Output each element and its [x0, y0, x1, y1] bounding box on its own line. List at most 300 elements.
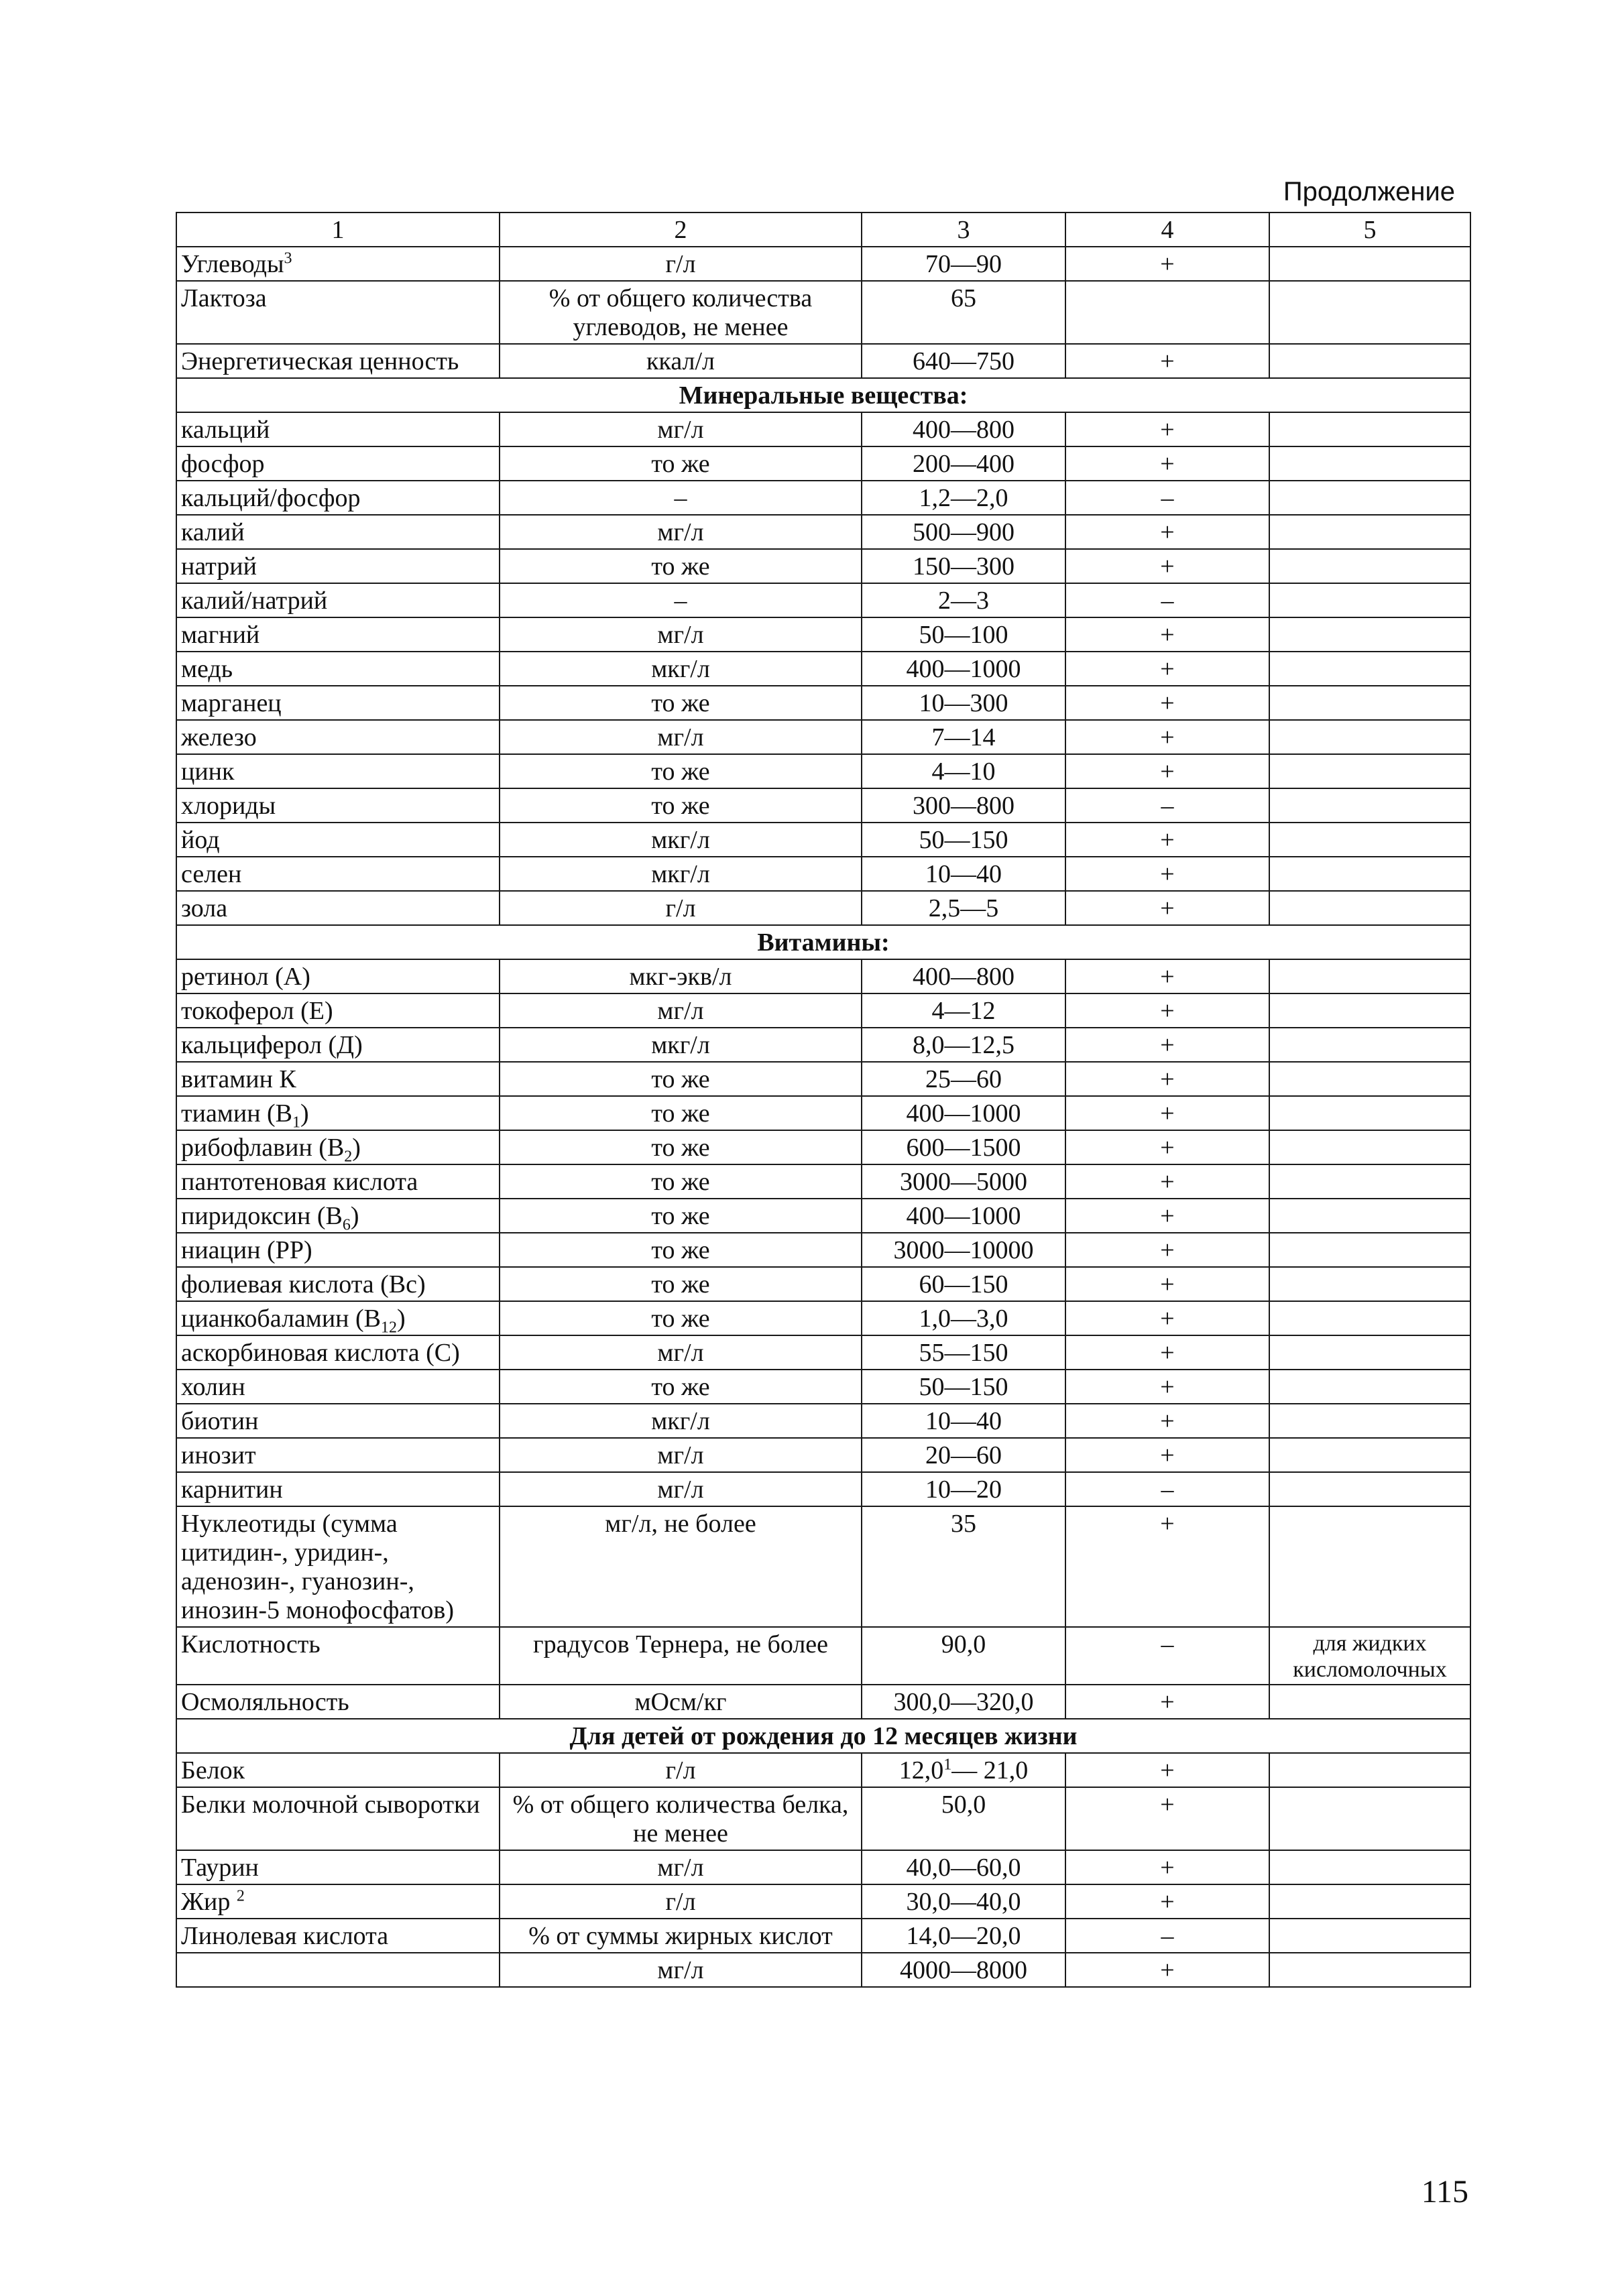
table-row	[176, 481, 1470, 515]
indicator-name-cell	[176, 823, 500, 857]
table-row	[176, 1506, 1470, 1627]
note-cell	[1269, 1472, 1470, 1506]
control-mark-cell: +	[1065, 891, 1269, 925]
indicator-name: кальциферол (Д)	[181, 1031, 363, 1059]
table-row	[176, 788, 1470, 823]
note-cell	[1269, 686, 1470, 720]
control-mark-cell: +	[1065, 1850, 1269, 1884]
note-cell	[1269, 1062, 1470, 1096]
unit-cell: % от суммы жирных кислот	[500, 1919, 862, 1953]
indicator-name: магний	[181, 621, 260, 649]
indicator-name-cell	[176, 515, 500, 549]
norm-value-cell: 65	[862, 281, 1065, 344]
norm-value-cell: 50—150	[862, 1370, 1065, 1404]
mineral-rows	[176, 412, 1470, 925]
norm-value-cell: 1,0—3,0	[862, 1301, 1065, 1335]
note-cell	[1269, 891, 1470, 925]
unit-cell: –	[500, 583, 862, 617]
footnote-marker: 2	[236, 1887, 245, 1905]
indicator-name: натрий	[181, 552, 257, 581]
norm-value-cell: 640—750	[862, 344, 1065, 378]
unit-cell: –	[500, 481, 862, 515]
indicator-name: кальций/фосфор	[181, 484, 361, 512]
table-row	[176, 446, 1470, 481]
control-mark-cell: +	[1065, 247, 1269, 281]
note-cell	[1269, 1130, 1470, 1164]
indicator-name: инозит	[181, 1441, 256, 1469]
table-row	[176, 617, 1470, 652]
vitamins-section	[176, 925, 1470, 959]
unit-cell: то же	[500, 788, 862, 823]
indicator-name-cell	[176, 754, 500, 788]
note-cell	[1269, 823, 1470, 857]
indicator-name-cell	[176, 1472, 500, 1506]
indicator-name-end: )	[397, 1305, 406, 1333]
control-mark-cell: +	[1065, 1404, 1269, 1438]
indicator-name-end: )	[300, 1099, 309, 1128]
indicator-name: Белок	[181, 1756, 245, 1785]
unit-cell: мг/л, не более	[500, 1506, 862, 1627]
indicator-name: калий/натрий	[181, 587, 328, 615]
control-mark-cell: +	[1065, 446, 1269, 481]
note-cell	[1269, 1370, 1470, 1404]
control-mark-cell: +	[1065, 1685, 1269, 1719]
control-mark-cell: +	[1065, 857, 1269, 891]
unit-cell: то же	[500, 1096, 862, 1130]
note-cell	[1269, 1301, 1470, 1335]
control-mark-cell: +	[1065, 1028, 1269, 1062]
note-cell	[1269, 1506, 1470, 1627]
table-row	[176, 686, 1470, 720]
indicator-name-cell	[176, 1627, 500, 1685]
indicator-name: Таурин	[181, 1854, 259, 1882]
note-cell	[1269, 1685, 1470, 1719]
note-cell	[1269, 1233, 1470, 1267]
norm-value-cell: 400—1000	[862, 1096, 1065, 1130]
indicator-name: железо	[181, 723, 257, 751]
norm-value-cell: 200—400	[862, 446, 1065, 481]
indicator-name: зола	[181, 894, 228, 922]
indicator-name-end: )	[350, 1202, 359, 1230]
column-number-row	[176, 213, 1470, 247]
indicator-name-cell	[176, 1787, 500, 1850]
indicator-name: фолиевая кислота (Bc)	[181, 1270, 426, 1298]
note-cell	[1269, 1404, 1470, 1438]
norm-value-cell: 3000—10000	[862, 1233, 1065, 1267]
table-row	[176, 1199, 1470, 1233]
table-row	[176, 1472, 1470, 1506]
control-mark-cell: +	[1065, 1062, 1269, 1096]
note-cell	[1269, 281, 1470, 344]
table-row	[176, 1438, 1470, 1472]
indicator-name-cell	[176, 1301, 500, 1335]
indicator-name-cell	[176, 1164, 500, 1199]
indicator-name: ретинол (А)	[181, 963, 310, 991]
unit-cell: то же	[500, 1199, 862, 1233]
table-row	[176, 959, 1470, 993]
column-number-1: 1	[176, 213, 500, 247]
unit-cell: г/л	[500, 1753, 862, 1787]
unit-cell: мг/л	[500, 617, 862, 652]
control-mark-cell: +	[1065, 1096, 1269, 1130]
indicator-name-cell	[176, 549, 500, 583]
indicator-name: Энергетическая ценность	[181, 347, 459, 375]
indicator-name: Кислотность	[181, 1630, 321, 1658]
norm-value-cell: 500—900	[862, 515, 1065, 549]
unit-cell: мкг/л	[500, 1028, 862, 1062]
indicator-name: Углеводы	[181, 250, 284, 278]
unit-cell: градусов Тернера, не более	[500, 1627, 862, 1685]
norm-value-cell: 2—3	[862, 583, 1065, 617]
note-cell	[1269, 1096, 1470, 1130]
unit-cell: мкг/л	[500, 823, 862, 857]
unit-cell: то же	[500, 1130, 862, 1164]
note-cell	[1269, 959, 1470, 993]
table-row	[176, 281, 1470, 344]
control-mark-cell: –	[1065, 481, 1269, 515]
indicator-name: Жир	[181, 1888, 237, 1916]
indicator-name-cell	[176, 344, 500, 378]
footnote-marker: 3	[284, 249, 292, 267]
unit-cell: ккал/л	[500, 344, 862, 378]
control-mark-cell: –	[1065, 1627, 1269, 1685]
control-mark-cell: +	[1065, 1267, 1269, 1301]
control-mark-cell: +	[1065, 1370, 1269, 1404]
unit-cell: то же	[500, 1164, 862, 1199]
indicator-name: Лактоза	[181, 284, 267, 312]
indicator-name-cell	[176, 788, 500, 823]
indicator-name: тиамин (B	[181, 1099, 293, 1128]
indicator-name-cell	[176, 481, 500, 515]
norm-value-cell: 10—40	[862, 857, 1065, 891]
unit-cell: мг/л	[500, 720, 862, 754]
indicator-name-cell	[176, 583, 500, 617]
page-number: 115	[1421, 2174, 1468, 2210]
table-row	[176, 344, 1470, 378]
indicator-name-cell	[176, 1685, 500, 1719]
note-cell	[1269, 549, 1470, 583]
unit-cell: % от общего количества углеводов, не менее	[500, 281, 862, 344]
control-mark-cell	[1065, 281, 1269, 344]
indicator-name-cell	[176, 959, 500, 993]
table-row	[176, 583, 1470, 617]
norm-value-cell: 20—60	[862, 1438, 1065, 1472]
control-mark-cell: +	[1065, 959, 1269, 993]
indicator-name: калий	[181, 518, 245, 546]
unit-cell: мг/л	[500, 1472, 862, 1506]
indicator-name: пантотеновая кислота	[181, 1168, 418, 1196]
control-mark-cell: –	[1065, 1919, 1269, 1953]
unit-cell: то же	[500, 446, 862, 481]
indicator-name-cell	[176, 891, 500, 925]
indicator-name-cell	[176, 1506, 500, 1627]
indicator-name: Осмоляльность	[181, 1688, 349, 1716]
indicator-name-cell	[176, 617, 500, 652]
indicator-name-cell	[176, 1884, 500, 1919]
indicator-name-cell	[176, 1370, 500, 1404]
indicator-name-cell	[176, 993, 500, 1028]
minerals-section	[176, 378, 1470, 412]
indicator-name: марганец	[181, 689, 282, 717]
norm-value-cell: 2,5—5	[862, 891, 1065, 925]
table-row	[176, 1787, 1470, 1850]
table-row	[176, 754, 1470, 788]
note-cell	[1269, 1919, 1470, 1953]
indicator-name-cell	[176, 1919, 500, 1953]
control-mark-cell: –	[1065, 583, 1269, 617]
vitamin-rows	[176, 959, 1470, 1719]
unit-cell: мОсм/кг	[500, 1685, 862, 1719]
note-cell	[1269, 1884, 1470, 1919]
norm-value-cell: 40,0—60,0	[862, 1850, 1065, 1884]
section-heading-infants: Для детей от рождения до 12 месяцев жизни	[176, 1719, 1470, 1753]
norm-value-cell: 10—300	[862, 686, 1065, 720]
note-cell	[1269, 720, 1470, 754]
norm-value-cell: 90,0	[862, 1627, 1065, 1685]
note-cell	[1269, 247, 1470, 281]
unit-cell: мкг/л	[500, 857, 862, 891]
table-row	[176, 1919, 1470, 1953]
unit-cell: мкг/л	[500, 1404, 862, 1438]
table-row	[176, 1233, 1470, 1267]
indicator-name: йод	[181, 826, 220, 854]
table-row	[176, 549, 1470, 583]
infants-section	[176, 1719, 1470, 1753]
note-cell	[1269, 1850, 1470, 1884]
norm-value-cell: 8,0—12,5	[862, 1028, 1065, 1062]
indicator-name-cell	[176, 446, 500, 481]
norm-value-cell: 50—100	[862, 617, 1065, 652]
indicator-name-cell	[176, 1096, 500, 1130]
norm-value-cell: 7—14	[862, 720, 1065, 754]
indicator-name: токоферол (Е)	[181, 997, 333, 1025]
norm-value-cell: 1,2—2,0	[862, 481, 1065, 515]
indicator-name: селен	[181, 860, 242, 888]
note-cell	[1269, 446, 1470, 481]
note-cell	[1269, 1164, 1470, 1199]
norm-value-cell: 400—1000	[862, 652, 1065, 686]
subscript: 1	[292, 1113, 301, 1130]
column-number-2: 2	[500, 213, 862, 247]
control-mark-cell: +	[1065, 1233, 1269, 1267]
unit-cell: мкг-экв/л	[500, 959, 862, 993]
note-cell	[1269, 857, 1470, 891]
indicator-name: биотин	[181, 1407, 259, 1435]
indicator-name: Линолевая кислота	[181, 1922, 389, 1950]
indicator-name: цинк	[181, 758, 235, 786]
infant-rows	[176, 1753, 1470, 1987]
control-mark-cell: +	[1065, 1130, 1269, 1164]
table-row	[176, 1028, 1470, 1062]
note-cell	[1269, 1787, 1470, 1850]
note-cell	[1269, 1753, 1470, 1787]
norm-value-cell: 60—150	[862, 1267, 1065, 1301]
table-row	[176, 1370, 1470, 1404]
table-row	[176, 1884, 1470, 1919]
norm-value-end: — 21,0	[951, 1756, 1029, 1785]
note-cell	[1269, 652, 1470, 686]
indicator-name-cell	[176, 1028, 500, 1062]
norm-value-cell: 50,0	[862, 1787, 1065, 1850]
note-cell	[1269, 412, 1470, 446]
column-number-3: 3	[862, 213, 1065, 247]
indicator-name-cell	[176, 1062, 500, 1096]
control-mark-cell: +	[1065, 344, 1269, 378]
unit-cell: мг/л	[500, 412, 862, 446]
norm-value-cell: 35	[862, 1506, 1065, 1627]
note-cell	[1269, 617, 1470, 652]
norm-value-cell: 300,0—320,0	[862, 1685, 1065, 1719]
note-cell: для жидких кисломолочных	[1269, 1627, 1470, 1685]
subscript: 12	[381, 1319, 397, 1335]
control-mark-cell: +	[1065, 652, 1269, 686]
unit-cell: то же	[500, 1267, 862, 1301]
section-heading-minerals: Минеральные вещества:	[176, 378, 1470, 412]
indicator-name-cell	[176, 1753, 500, 1787]
control-mark-cell: –	[1065, 788, 1269, 823]
note-cell	[1269, 993, 1470, 1028]
table-row	[176, 515, 1470, 549]
control-mark-cell: +	[1065, 1199, 1269, 1233]
subscript: 2	[344, 1148, 353, 1164]
continuation-label: Продолжение	[1283, 177, 1455, 206]
unit-cell: мг/л	[500, 1850, 862, 1884]
table-row	[176, 1301, 1470, 1335]
norm-value-cell: 55—150	[862, 1335, 1065, 1370]
indicator-name-cell	[176, 1953, 500, 1987]
control-mark-cell: +	[1065, 1953, 1269, 1987]
unit-cell: то же	[500, 1370, 862, 1404]
table-row	[176, 1062, 1470, 1096]
indicator-name-cell	[176, 720, 500, 754]
section-heading-vitamins: Витамины:	[176, 925, 1470, 959]
norm-value-cell: 30,0—40,0	[862, 1884, 1065, 1919]
note-cell	[1269, 1953, 1470, 1987]
table-row	[176, 1753, 1470, 1787]
note-cell	[1269, 788, 1470, 823]
unit-cell: мкг/л	[500, 652, 862, 686]
general-rows	[176, 247, 1470, 378]
column-number-5: 5	[1269, 213, 1470, 247]
unit-cell: то же	[500, 1062, 862, 1096]
control-mark-cell: +	[1065, 617, 1269, 652]
table-row	[176, 720, 1470, 754]
table-row	[176, 652, 1470, 686]
control-mark-cell: +	[1065, 1164, 1269, 1199]
unit-cell: г/л	[500, 247, 862, 281]
table-row	[176, 1953, 1470, 1987]
control-mark-cell: +	[1065, 412, 1269, 446]
note-cell	[1269, 1335, 1470, 1370]
table-row	[176, 1627, 1470, 1685]
indicator-name-end: )	[352, 1134, 361, 1162]
note-cell	[1269, 481, 1470, 515]
table-row	[176, 993, 1470, 1028]
table-row	[176, 247, 1470, 281]
note-cell	[1269, 515, 1470, 549]
indicator-name-cell	[176, 857, 500, 891]
note-cell	[1269, 1267, 1470, 1301]
subscript: 6	[342, 1216, 351, 1233]
control-mark-cell: +	[1065, 823, 1269, 857]
norm-value-cell: 4—10	[862, 754, 1065, 788]
indicator-name: холин	[181, 1373, 245, 1401]
indicator-name: пиридоксин (B	[181, 1202, 343, 1230]
norm-value-cell: 10—40	[862, 1404, 1065, 1438]
unit-cell: г/л	[500, 891, 862, 925]
specification-table	[176, 212, 1471, 1988]
indicator-name: цианкобаламин (B	[181, 1305, 381, 1333]
indicator-name: ниацин (PP)	[181, 1236, 312, 1264]
control-mark-cell: +	[1065, 1438, 1269, 1472]
norm-value-cell: 4000—8000	[862, 1953, 1065, 1987]
table-row	[176, 823, 1470, 857]
indicator-name-cell	[176, 686, 500, 720]
indicator-name-cell	[176, 1130, 500, 1164]
norm-value-cell: 70—90	[862, 247, 1065, 281]
indicator-name-cell	[176, 1233, 500, 1267]
table-row	[176, 1267, 1470, 1301]
indicator-name-cell	[176, 1199, 500, 1233]
note-cell	[1269, 1438, 1470, 1472]
control-mark-cell: +	[1065, 686, 1269, 720]
indicator-name-cell	[176, 1438, 500, 1472]
norm-value-cell: 50—150	[862, 823, 1065, 857]
norm-value-cell: 400—1000	[862, 1199, 1065, 1233]
note-cell	[1269, 583, 1470, 617]
norm-value-cell: 10—20	[862, 1472, 1065, 1506]
unit-cell: то же	[500, 549, 862, 583]
unit-cell: то же	[500, 754, 862, 788]
unit-cell: то же	[500, 1301, 862, 1335]
indicator-name-cell	[176, 1850, 500, 1884]
indicator-name: кальций	[181, 416, 270, 444]
control-mark-cell: +	[1065, 1753, 1269, 1787]
unit-cell: г/л	[500, 1884, 862, 1919]
control-mark-cell: +	[1065, 549, 1269, 583]
unit-cell: то же	[500, 686, 862, 720]
table-row	[176, 412, 1470, 446]
control-mark-cell: +	[1065, 1335, 1269, 1370]
indicator-name-cell	[176, 281, 500, 344]
norm-value-cell: 14,0—20,0	[862, 1919, 1065, 1953]
control-mark-cell: +	[1065, 1506, 1269, 1627]
unit-cell: % от общего количества белка, не менее	[500, 1787, 862, 1850]
control-mark-cell: +	[1065, 1787, 1269, 1850]
unit-cell: мг/л	[500, 1953, 862, 1987]
unit-cell: мг/л	[500, 993, 862, 1028]
indicator-name-cell	[176, 652, 500, 686]
indicator-name-cell	[176, 1267, 500, 1301]
table-row	[176, 1164, 1470, 1199]
control-mark-cell: +	[1065, 1301, 1269, 1335]
table-row	[176, 1096, 1470, 1130]
norm-value-cell: 300—800	[862, 788, 1065, 823]
note-cell	[1269, 344, 1470, 378]
indicator-name: Белки молочной сыворотки	[181, 1791, 480, 1819]
indicator-name-cell	[176, 1335, 500, 1370]
norm-value-cell: 400—800	[862, 959, 1065, 993]
indicator-name: медь	[181, 655, 233, 683]
norm-value-cell: 150—300	[862, 549, 1065, 583]
control-mark-cell: +	[1065, 1884, 1269, 1919]
control-mark-cell: +	[1065, 720, 1269, 754]
control-mark-cell: +	[1065, 515, 1269, 549]
indicator-name: витамин К	[181, 1065, 296, 1093]
table-row	[176, 1850, 1470, 1884]
norm-value-start: 12,0	[898, 1756, 944, 1785]
table-row	[176, 1685, 1470, 1719]
